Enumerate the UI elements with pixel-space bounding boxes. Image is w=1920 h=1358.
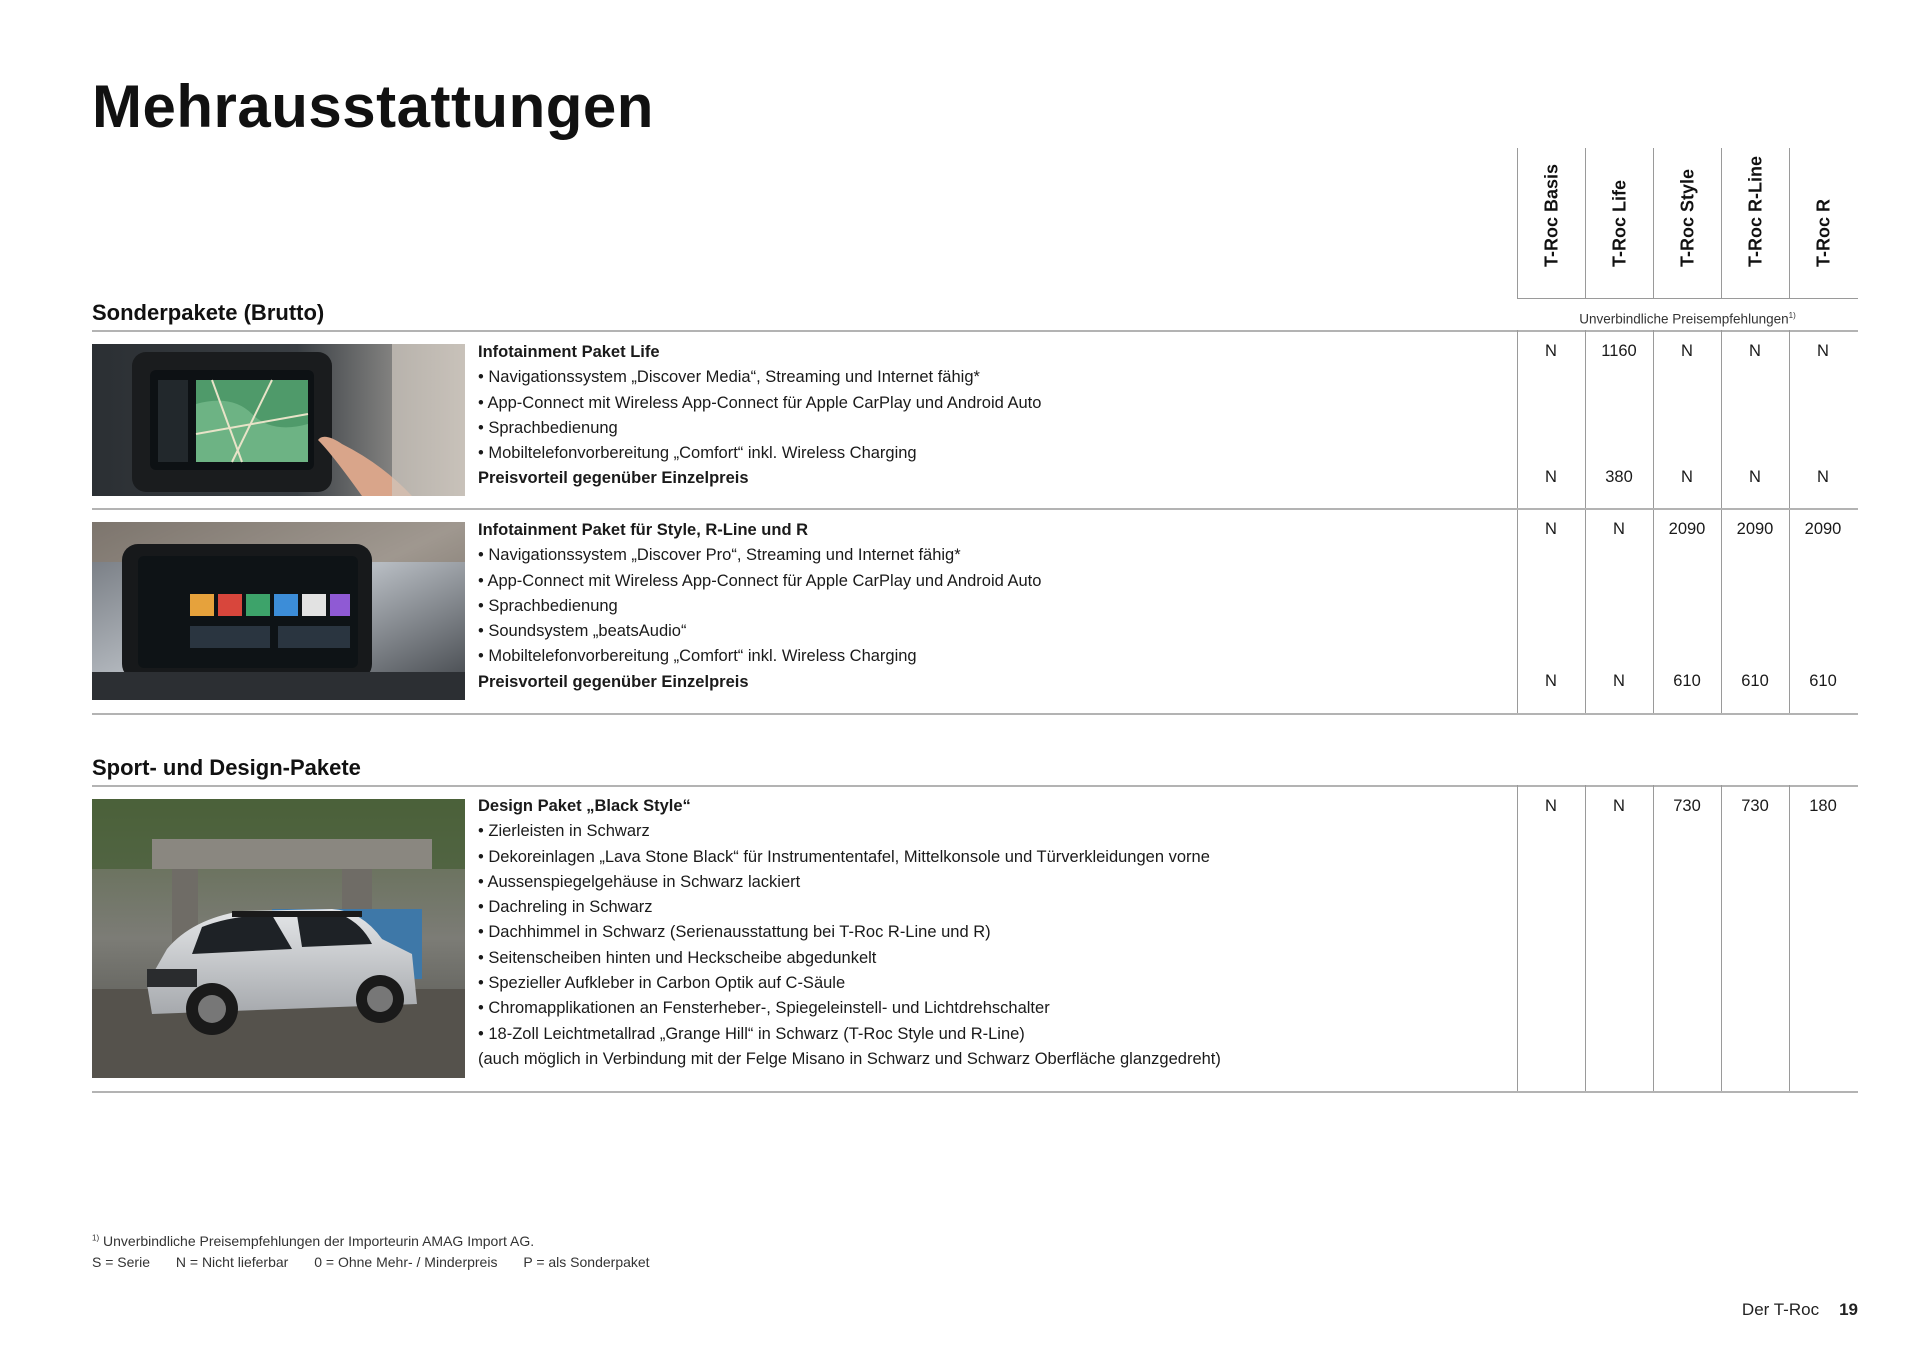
column-label: T-Roc Style: [1677, 168, 1697, 267]
infotainment-life-image: [92, 344, 465, 496]
package-black-style: [478, 794, 1508, 1072]
column-label: T-Roc Basis: [1541, 163, 1561, 267]
page-title: Mehrausstattungen: [92, 73, 654, 140]
column-label: T-Roc Life: [1609, 179, 1629, 267]
package-item: • Sprachbedienung: [478, 418, 618, 437]
column-divider: [1517, 785, 1518, 1091]
price-cell: N: [1749, 342, 1761, 360]
package-item: • Soundsystem „beatsAudio“: [478, 622, 687, 641]
price-cell: 730: [1741, 797, 1769, 815]
divider: [92, 713, 1858, 715]
package-item: • Navigationssystem „Discover Media“, Streaming und Internet fähig*: [478, 368, 980, 387]
legend-item: S = Serie: [92, 1254, 150, 1270]
package-item: • Zierleisten in Schwarz: [478, 822, 650, 841]
price-advantage-label: Preisvorteil gegenüber Einzelpreis: [478, 672, 749, 691]
package-item: • Chromapplikationen an Fensterheber-, Spiegeleinstell- und Lichtdrehschalter: [478, 999, 1050, 1018]
package-item: • Aussenspiegelgehäuse in Schwarz lackiert: [478, 872, 801, 891]
price-cell: 2090: [1668, 520, 1706, 538]
divider: [92, 785, 1858, 787]
column-divider: [1789, 785, 1790, 1091]
advantage-cell: N: [1749, 468, 1761, 486]
package-item: • Mobiltelefonvorbereitung „Comfort“ inkl. Wireless Charging: [478, 444, 917, 463]
divider: [92, 330, 1858, 332]
column-header-r-line: [1721, 148, 1789, 298]
package-infotainment-life: [478, 340, 1508, 492]
package-infotainment-style: [478, 518, 1508, 695]
price-cell: 1160: [1601, 342, 1637, 360]
package-item: • Seitenscheiben hinten und Heckscheibe abgedunkelt: [478, 948, 877, 967]
column-label: T-Roc R-Line: [1745, 156, 1765, 267]
column-header-r: [1789, 148, 1857, 298]
column-header-basis: [1517, 148, 1585, 298]
package-title: Infotainment Paket Life: [478, 343, 660, 361]
section-title-sport-design: Sport- und Design-Pakete: [92, 755, 361, 780]
package-item: • Navigationssystem „Discover Pro“, Streaming und Internet fähig*: [478, 546, 961, 565]
advantage-cell: N: [1545, 468, 1557, 486]
column-divider: [1721, 785, 1722, 1091]
price-advantage-label: Preisvorteil gegenüber Einzelpreis: [478, 469, 749, 488]
legend-item: N = Nicht lieferbar: [175, 1254, 289, 1270]
advantage-cell: 610: [1809, 672, 1837, 690]
price-cell: N: [1613, 797, 1625, 815]
advantage-cell: N: [1681, 468, 1693, 486]
column-headers: [1517, 148, 1858, 298]
price-cell: N: [1817, 342, 1829, 360]
package-item: • Dachreling in Schwarz: [478, 898, 653, 917]
legend: [92, 1254, 672, 1270]
section-title-sonderpakete: Sonderpakete (Brutto): [92, 300, 325, 325]
advantage-cell: N: [1817, 468, 1829, 486]
black-style-car-image: [92, 799, 465, 1078]
advantage-cell: 380: [1605, 468, 1633, 486]
advantage-cell: 610: [1741, 672, 1769, 690]
package-item: • Spezieller Aufkleber in Carbon Optik auf C-Säule: [478, 974, 846, 993]
price-cell: 730: [1673, 797, 1701, 815]
advantage-cell: N: [1545, 672, 1557, 690]
package-item: • Mobiltelefonvorbereitung „Comfort“ inkl. Wireless Charging: [478, 647, 917, 666]
page-footer: [1742, 1300, 1858, 1320]
column-header-life: [1585, 148, 1653, 298]
package-item: • Dekoreinlagen „Lava Stone Black“ für Instrumententafel, Mittelkonsole und Türverkleidungen vorne: [478, 847, 1210, 866]
footnote: $^{1)}$ Unverbindliche Preisempfehlungen der Importeurin AMAG Import AG.: [92, 1233, 535, 1249]
legend-item: P = als Sonderpaket: [523, 1254, 650, 1270]
package-item: (auch möglich in Verbindung mit der Felge Misano in Schwarz und Schwarz Oberfläche glanzgedreht): [478, 1049, 1221, 1068]
package-title: Infotainment Paket für Style, R-Line und R: [478, 521, 809, 539]
price-cell: 180: [1809, 797, 1837, 815]
price-cell: N: [1613, 520, 1625, 538]
column-divider: [1653, 785, 1654, 1091]
package-item: • App-Connect mit Wireless App-Connect für Apple CarPlay und Android Auto: [478, 571, 1042, 590]
column-divider: [1585, 785, 1586, 1091]
page-number: 19: [1839, 1300, 1858, 1319]
price-cell: 2090: [1804, 520, 1842, 538]
package-item: • Dachhimmel in Schwarz (Serienausstattung bei T-Roc R-Line und R): [478, 923, 991, 942]
advantage-cell: N: [1613, 672, 1625, 690]
price-cell: N: [1545, 797, 1557, 815]
divider: [92, 508, 1858, 510]
package-item: • 18-Zoll Leichtmetallrad „Grange Hill“ in Schwarz (T-Roc Style und R-Line): [478, 1024, 1025, 1043]
price-note: Unverbindliche Preisempfehlungen$^{1)}$: [1517, 298, 1858, 332]
package-title: Design Paket „Black Style“: [478, 797, 691, 815]
package-item: • App-Connect mit Wireless App-Connect für Apple CarPlay und Android Auto: [478, 393, 1042, 412]
price-cell: N: [1545, 520, 1557, 538]
price-cell: N: [1681, 342, 1693, 360]
package-item: • Sprachbedienung: [478, 596, 618, 615]
price-cell: N: [1545, 342, 1557, 360]
infotainment-style-image: [92, 522, 465, 700]
column-header-style: [1653, 148, 1721, 298]
legend-item: 0 = Ohne Mehr- / Minderpreis: [314, 1254, 498, 1270]
advantage-cell: 610: [1673, 672, 1701, 690]
footer-label: Der T-Roc: [1741, 1300, 1820, 1319]
column-label: T-Roc R: [1813, 198, 1833, 267]
price-cell: 2090: [1736, 520, 1774, 538]
divider: [92, 1091, 1858, 1093]
